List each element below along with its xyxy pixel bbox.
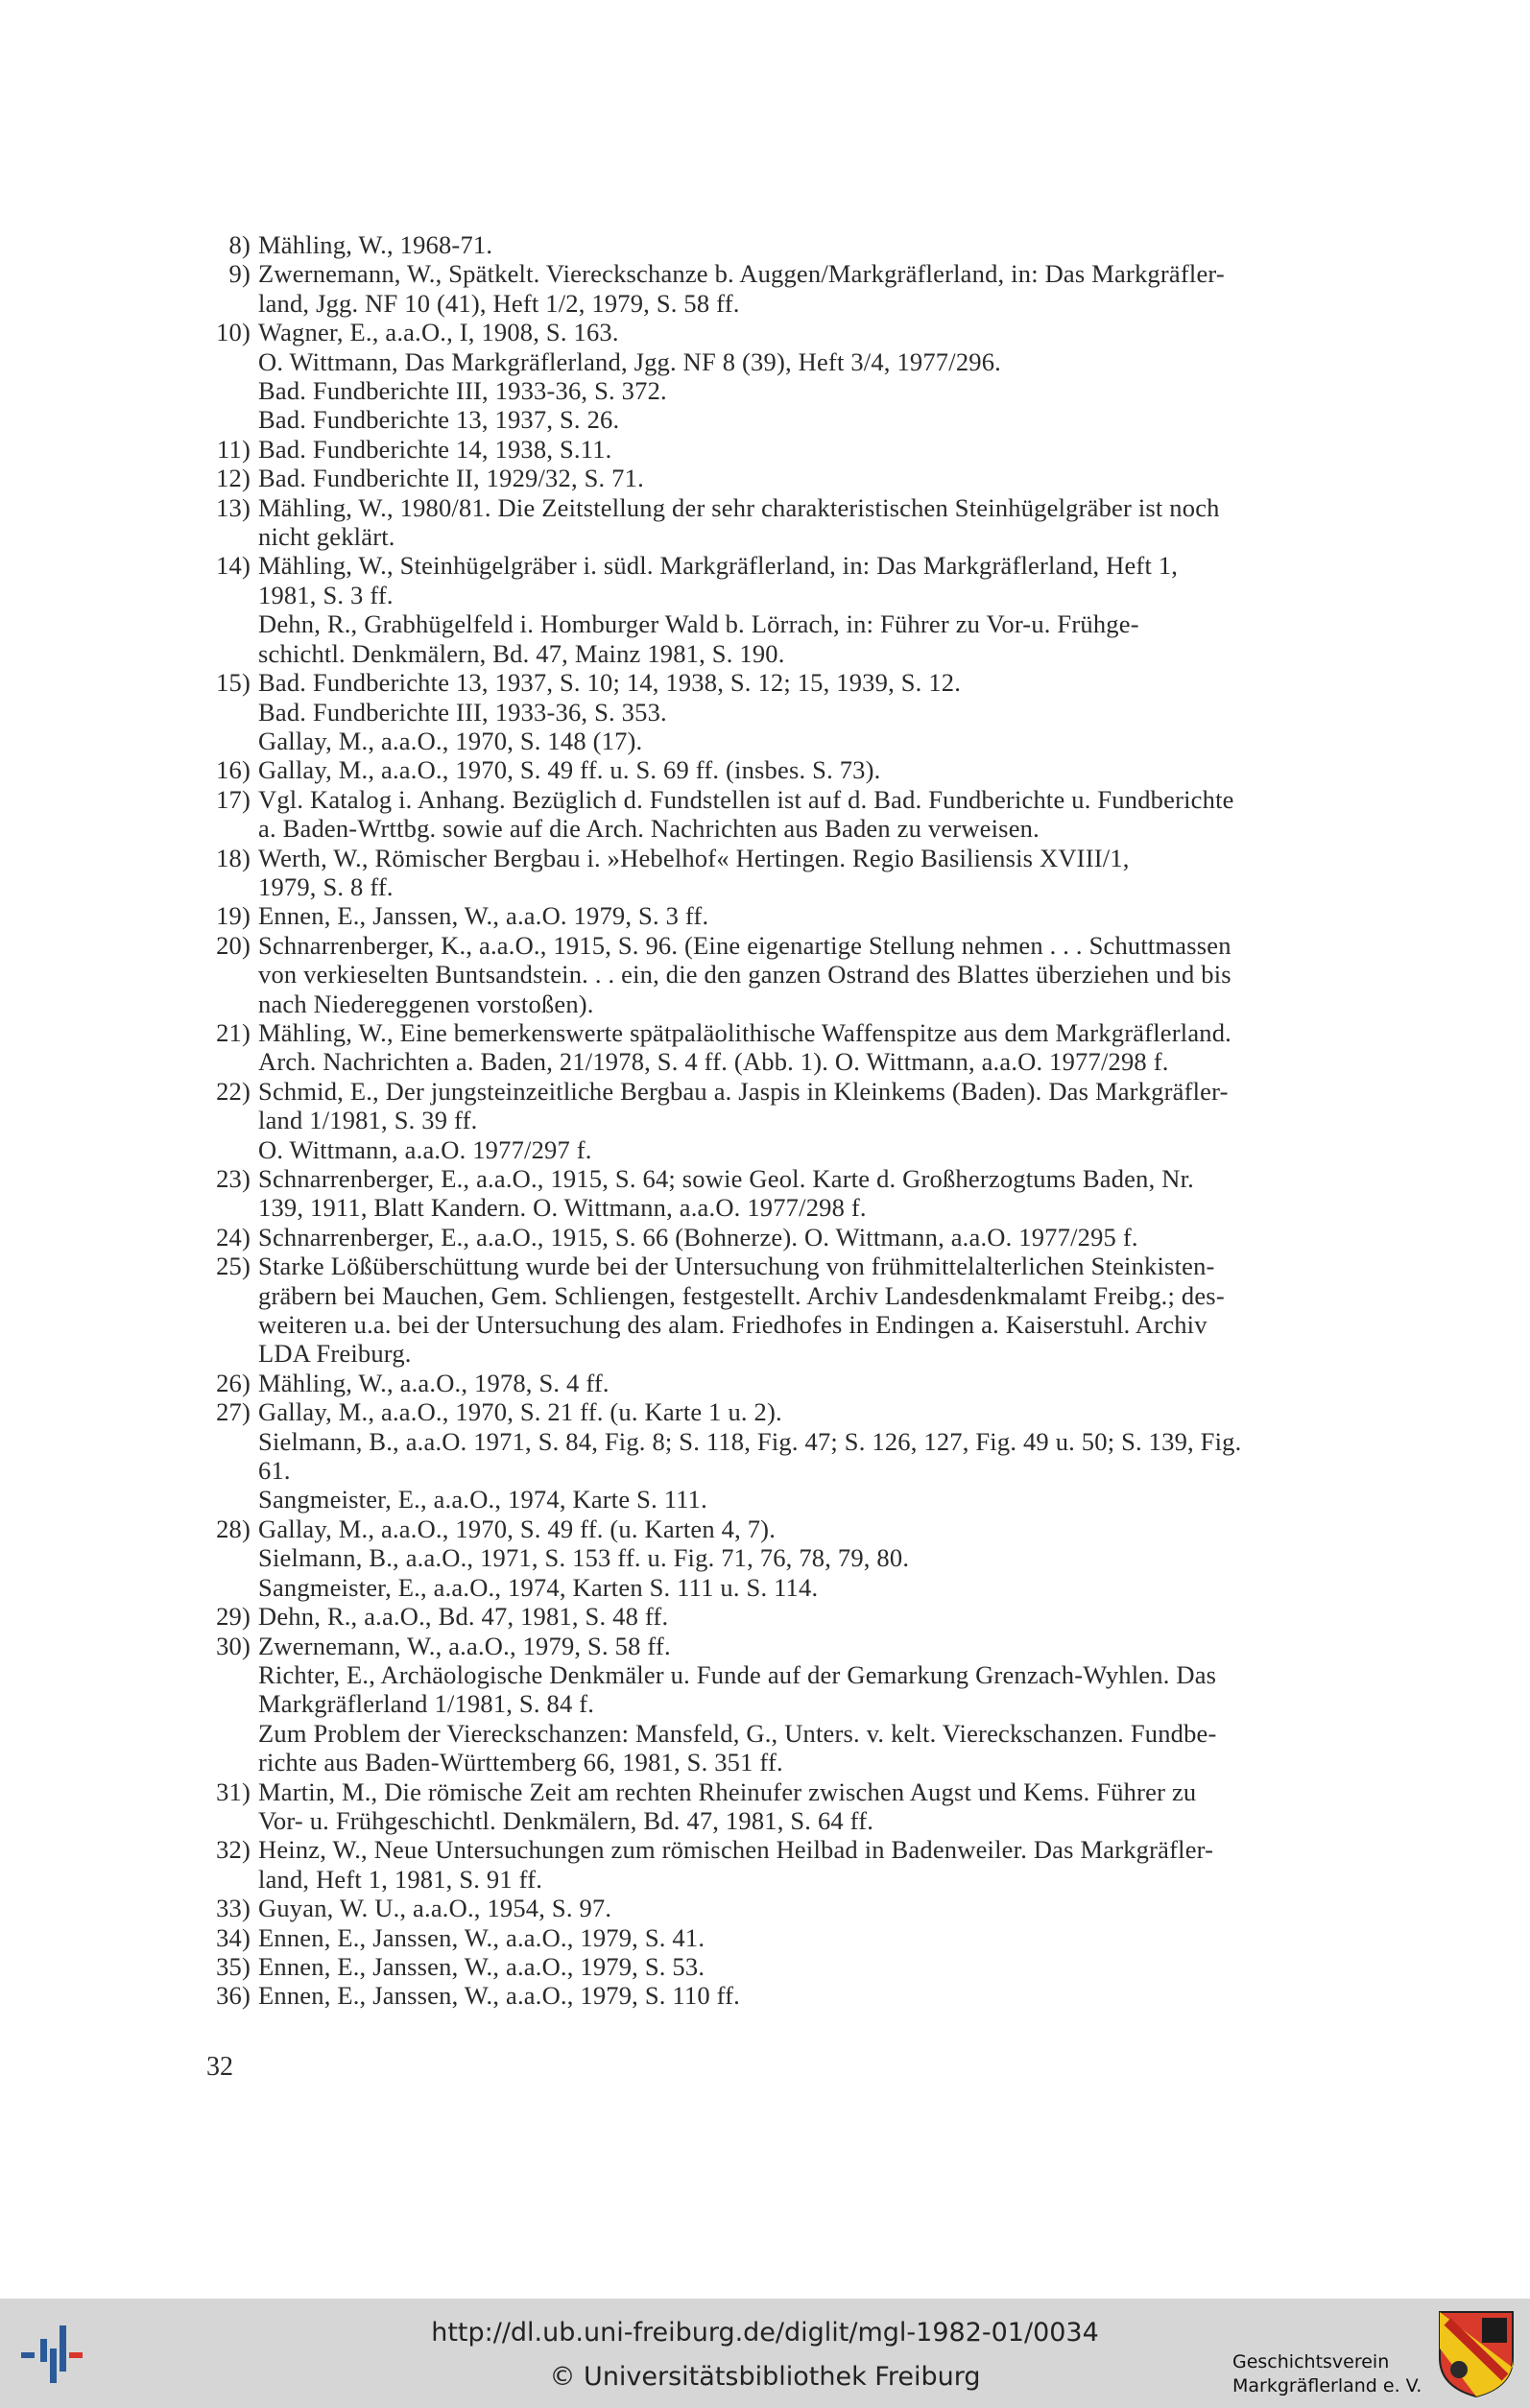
endnote-number: 33) <box>216 1894 251 1923</box>
endnote-number: 25) <box>216 1252 251 1281</box>
endnote <box>197 551 1334 668</box>
endnote-line: Martin, M., Die römische Zeit am rechten Rheinufer zwischen Augst und Kems. Führer zu <box>258 1776 1197 1806</box>
endnote <box>197 1369 1334 1397</box>
endnote-line: Schnarrenberger, E., a.a.O., 1915, S. 64; sowie Geol. Karte d. Großherzogtums Baden, Nr. <box>258 1164 1194 1193</box>
endnote <box>197 755 1334 784</box>
endnote-number: 11) <box>217 434 251 464</box>
endnote-line: Sangmeister, E., a.a.O., 1974, Karten S. 111 u. S. 114. <box>258 1572 819 1602</box>
endnote-number: 27) <box>216 1397 251 1427</box>
endnote-text <box>258 755 1334 784</box>
endnote <box>197 1164 1334 1223</box>
endnote-text <box>258 318 1334 435</box>
endnote-line: Zum Problem der Viereckschanzen: Mansfeld, G., Unters. v. kelt. Viereckschanzen. Fundbe- <box>258 1718 1217 1748</box>
endnote-number: 9) <box>228 259 251 289</box>
endnote-line: Bad. Fundberichte 14, 1938, S.11. <box>258 434 612 464</box>
endnote <box>197 668 1334 755</box>
endnote-line: weiteren u.a. bei der Untersuchung des alam. Friedhofes in Endingen a. Kaiserstuhl. Archiv <box>258 1310 1207 1340</box>
page-number: 32 <box>206 2052 233 2082</box>
endnote-line: O. Wittmann, Das Markgräflerland, Jgg. NF 8 (39), Heft 3/4, 1977/296. <box>258 346 1001 376</box>
endnote-text <box>258 1018 1334 1077</box>
endnote-text <box>258 1981 1334 2010</box>
endnote <box>197 435 1334 464</box>
endnote-line: Gallay, M., a.a.O., 1970, S. 49 ff. u. S. 69 ff. (insbes. S. 73). <box>258 755 881 785</box>
endnote-number: 24) <box>216 1222 251 1252</box>
endnote-number: 30) <box>216 1631 251 1660</box>
endnote-text <box>258 1632 1334 1777</box>
endnote-number: 34) <box>216 1922 251 1952</box>
endnote-line: Dehn, R., a.a.O., Bd. 47, 1981, S. 48 ff. <box>258 1602 669 1632</box>
endnote-number: 16) <box>216 755 251 785</box>
endnote-line: a. Baden-Wrttbg. sowie auf die Arch. Nachrichten aus Baden zu verweisen. <box>258 814 1040 844</box>
endnote-line: Starke Lößüberschüttung wurde bei der Untersuchung von frühmittelalterlichen Steinkisten- <box>258 1252 1215 1281</box>
endnote-line: Sangmeister, E., a.a.O., 1974, Karte S. 111. <box>258 1485 707 1514</box>
endnote-text <box>258 668 1334 755</box>
permalink-url[interactable]: http://dl.ub.uni-freiburg.de/diglit/mgl-1982-01/0034 <box>431 2318 1099 2348</box>
endnote-text <box>258 230 1334 259</box>
endnote-line: 139, 1911, Blatt Kandern. O. Wittmann, a.a.O. 1977/298 f. <box>258 1193 867 1223</box>
endnote-line: Vor- u. Frühgeschichtl. Denkmälern, Bd. 47, 1981, S. 64 ff. <box>258 1805 874 1835</box>
endnote-number: 14) <box>216 551 251 581</box>
endnote-line: land, Jgg. NF 10 (41), Heft 1/2, 1979, S. 58 ff. <box>258 288 740 318</box>
endnote-number: 28) <box>216 1514 251 1543</box>
endnote <box>197 1252 1334 1369</box>
endnote-line: Mähling, W., Steinhügelgräber i. südl. Markgräflerland, in: Das Markgräflerland, Heft 1, <box>258 551 1179 581</box>
endnote-text <box>258 1369 1334 1397</box>
endnote-text <box>258 1952 1334 1981</box>
endnote-text <box>258 1223 1334 1252</box>
endnote-text <box>258 1923 1334 1952</box>
endnote-line: Mähling, W., 1980/81. Die Zeitstellung der sehr charakteristischen Steinhügelgräber ist noch <box>258 492 1220 522</box>
endnote <box>197 1018 1334 1077</box>
endnote-line: Ennen, E., Janssen, W., a.a.O., 1979, S. 41. <box>258 1922 705 1952</box>
endnote-line: nach Niedereggenen vorstoßen). <box>258 989 594 1018</box>
society-name-line2: Markgräflerland e. V. <box>1232 2375 1422 2396</box>
endnote <box>197 1923 1334 1952</box>
endnote-line: Dehn, R., Grabhügelfeld i. Homburger Wald b. Lörrach, in: Führer zu Vor-u. Frühge- <box>258 609 1139 639</box>
copyright-notice: © Universitätsbibliothek Freiburg <box>549 2362 981 2392</box>
endnote-line: Bad. Fundberichte III, 1933-36, S. 372. <box>258 376 667 406</box>
endnote-line: 61. <box>258 1456 291 1486</box>
endnote-line: Mähling, W., a.a.O., 1978, S. 4 ff. <box>258 1368 610 1397</box>
endnote-line: Sielmann, B., a.a.O. 1971, S. 84, Fig. 8; S. 118, Fig. 47; S. 126, 127, Fig. 49 u. 50; S. 139, Fig. <box>258 1426 1242 1456</box>
endnote <box>197 1894 1334 1922</box>
society-name <box>1232 2350 1422 2398</box>
endnote-number: 22) <box>216 1076 251 1106</box>
endnote-text <box>258 1252 1334 1369</box>
endnote <box>197 785 1334 844</box>
endnote-number: 15) <box>216 668 251 698</box>
endnote <box>197 1223 1334 1252</box>
endnote-text <box>258 785 1334 844</box>
endnote-text <box>258 1397 1334 1514</box>
endnote-line: Gallay, M., a.a.O., 1970, S. 49 ff. (u. Karten 4, 7). <box>258 1514 777 1543</box>
endnote <box>197 230 1334 259</box>
endnote-text <box>258 1602 1334 1631</box>
endnote <box>197 1835 1334 1894</box>
endnote-number: 17) <box>216 784 251 814</box>
endnote-line: Schnarrenberger, E., a.a.O., 1915, S. 66 (Bohnerze). O. Wittmann, a.a.O. 1977/295 f. <box>258 1222 1138 1252</box>
endnote <box>197 1514 1334 1602</box>
endnote <box>197 1602 1334 1631</box>
endnote-line: Bad. Fundberichte III, 1933-36, S. 353. <box>258 697 667 727</box>
endnote-text <box>258 464 1334 492</box>
endnote <box>197 1077 1334 1164</box>
endnote-line: Gallay, M., a.a.O., 1970, S. 21 ff. (u. Karte 1 u. 2). <box>258 1397 782 1427</box>
endnote-line: Richter, E., Archäologische Denkmäler u. Funde auf der Gemarkung Grenzach-Wyhlen. Das <box>258 1659 1217 1689</box>
endnote-text <box>258 844 1334 902</box>
endnote-text <box>258 551 1334 668</box>
endnote <box>197 844 1334 902</box>
endnote-text <box>258 493 1334 552</box>
viewer-footer <box>0 2299 1530 2408</box>
endnote-line: Mähling, W., Eine bemerkenswerte spätpaläolithische Waffenspitze aus dem Markgräflerland. <box>258 1017 1232 1047</box>
society-name-line1: Geschichtsverein <box>1232 2351 1390 2372</box>
endnote-line: O. Wittmann, a.a.O. 1977/297 f. <box>258 1134 592 1164</box>
endnote-line: Zwernemann, W., Spätkelt. Viereckschanze b. Auggen/Markgräflerland, in: Das Markgräfler- <box>258 259 1225 289</box>
endnote <box>197 1397 1334 1514</box>
endnote-number: 8) <box>228 230 251 259</box>
endnote <box>197 1981 1334 2010</box>
endnote-text <box>258 1894 1334 1922</box>
endnote-line: Heinz, W., Neue Untersuchungen zum römischen Heilbad in Badenweiler. Das Markgräfler- <box>258 1835 1214 1865</box>
endnote-line: Mähling, W., 1968-71. <box>258 230 493 259</box>
endnote-text <box>258 1514 1334 1602</box>
endnote <box>197 1632 1334 1777</box>
endnote <box>197 1952 1334 1981</box>
endnote-line: Markgräflerland 1/1981, S. 84 f. <box>258 1689 595 1719</box>
endnote-number: 32) <box>216 1835 251 1865</box>
endnote-line: Guyan, W. U., a.a.O., 1954, S. 97. <box>258 1894 612 1923</box>
endnote-line: Wagner, E., a.a.O., I, 1908, S. 163. <box>258 318 619 347</box>
endnote-text <box>258 1164 1334 1223</box>
endnote-number: 18) <box>216 843 251 872</box>
endnote-number: 35) <box>216 1951 251 1981</box>
endnote-line: Gallay, M., a.a.O., 1970, S. 148 (17). <box>258 726 643 755</box>
endnote-line: Schmid, E., Der jungsteinzeitliche Bergbau a. Jaspis in Kleinkems (Baden). Das Markgräfler- <box>258 1076 1229 1106</box>
endnotes-list <box>197 230 1334 2011</box>
endnote <box>197 464 1334 492</box>
endnote-number: 12) <box>216 464 251 493</box>
endnote-line: 1979, S. 8 ff. <box>258 871 394 901</box>
endnote-line: land, Heft 1, 1981, S. 91 ff. <box>258 1864 543 1894</box>
endnote-text <box>258 1777 1334 1836</box>
endnote-number: 31) <box>216 1776 251 1806</box>
endnote <box>197 931 1334 1018</box>
endnote-line: nicht geklärt. <box>258 522 395 552</box>
endnote-text <box>258 931 1334 1018</box>
endnote-line: Bad. Fundberichte II, 1929/32, S. 71. <box>258 464 644 493</box>
endnote-number: 10) <box>216 318 251 347</box>
endnote-line: gräbern bei Mauchen, Gem. Schliengen, festgestellt. Archiv Landesdenkmalamt Freibg.; des- <box>258 1280 1225 1310</box>
endnote <box>197 1777 1334 1836</box>
endnote <box>197 901 1334 930</box>
markgraeflerland-crest-icon <box>1438 2310 1515 2398</box>
endnote-line: Bad. Fundberichte 13, 1937, S. 10; 14, 1938, S. 12; 15, 1939, S. 12. <box>258 668 962 698</box>
endnote-line: Ennen, E., Janssen, W., a.a.O., 1979, S. 110 ff. <box>258 1981 741 2011</box>
endnote-text <box>258 901 1334 930</box>
endnote-text <box>258 1077 1334 1164</box>
endnote-line: Zwernemann, W., a.a.O., 1979, S. 58 ff. <box>258 1631 671 1660</box>
endnote-line: 1981, S. 3 ff. <box>258 580 394 609</box>
endnote-line: LDA Freiburg. <box>258 1339 412 1369</box>
endnote-line: Ennen, E., Janssen, W., a.a.O., 1979, S. 53. <box>258 1951 705 1981</box>
endnote-number: 21) <box>216 1017 251 1047</box>
endnote <box>197 318 1334 435</box>
endnote-line: Schnarrenberger, K., a.a.O., 1915, S. 96. (Eine eigenartige Stellung nehmen . . . Schuttmassen <box>258 930 1231 960</box>
endnote-number: 23) <box>216 1164 251 1193</box>
endnote-line: schichtl. Denkmälern, Bd. 47, Mainz 1981, S. 190. <box>258 638 785 668</box>
endnote-number: 19) <box>216 901 251 931</box>
endnote-line: Bad. Fundberichte 13, 1937, S. 26. <box>258 405 620 435</box>
endnote-number: 36) <box>216 1981 251 2011</box>
endnote-number: 20) <box>216 930 251 960</box>
endnote-line: richte aus Baden-Württemberg 66, 1981, S. 351 ff. <box>258 1748 783 1777</box>
endnote-text <box>258 259 1334 318</box>
endnote-line: Arch. Nachrichten a. Baden, 21/1978, S. 4 ff. (Abb. 1). O. Wittmann, a.a.O. 1977/298 f. <box>258 1047 1169 1077</box>
endnote-line: Werth, W., Römischer Bergbau i. »Hebelhof« Hertingen. Regio Basiliensis XVIII/1, <box>258 843 1130 872</box>
endnote-text <box>258 435 1334 464</box>
endnote-line: von verkieselten Buntsandstein. . . ein, die den ganzen Ostrand des Blattes überziehen und bis <box>258 960 1231 989</box>
endnote-line: Sielmann, B., a.a.O., 1971, S. 153 ff. u. Fig. 71, 76, 78, 79, 80. <box>258 1543 910 1573</box>
endnote-line: land 1/1981, S. 39 ff. <box>258 1106 478 1135</box>
endnote <box>197 259 1334 318</box>
endnote <box>197 493 1334 552</box>
endnote-text <box>258 1835 1334 1894</box>
endnote-line: Vgl. Katalog i. Anhang. Bezüglich d. Fundstellen ist auf d. Bad. Fundberichte u. Fundberichte <box>258 784 1234 814</box>
endnote-number: 26) <box>216 1368 251 1397</box>
endnote-line: Ennen, E., Janssen, W., a.a.O. 1979, S. 3 ff. <box>258 901 709 931</box>
endnote-number: 29) <box>216 1602 251 1632</box>
endnote-number: 13) <box>216 492 251 522</box>
